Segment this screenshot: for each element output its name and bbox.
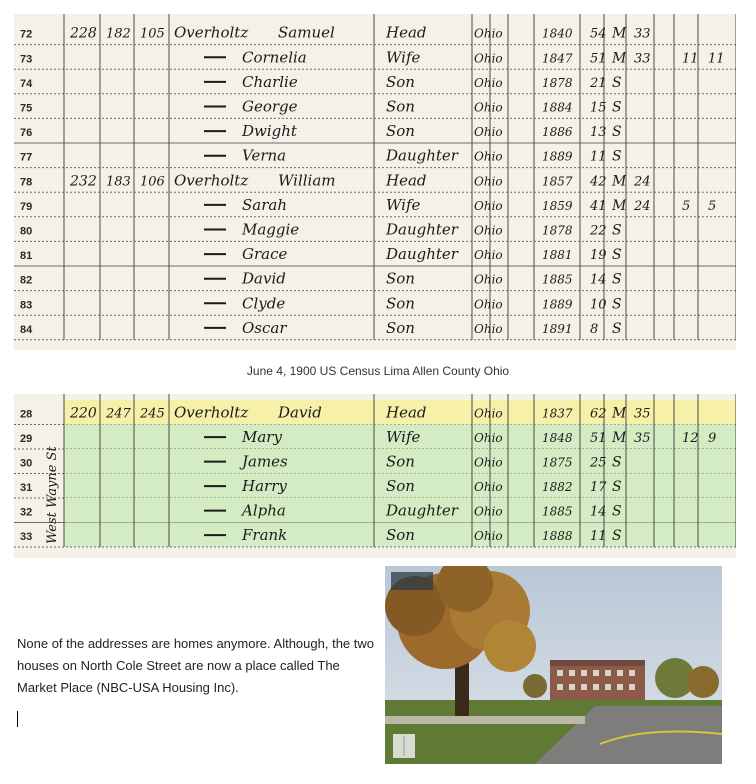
age: 10: [590, 297, 607, 313]
marital-status: S: [612, 148, 622, 165]
marital-status: M: [612, 25, 627, 42]
birthplace: Ohio: [474, 455, 503, 470]
birthplace: Ohio: [474, 480, 503, 495]
surname: Overholtz: [174, 23, 249, 42]
surname: Overholtz: [174, 403, 249, 422]
line-number: 73: [20, 53, 33, 66]
birth-year: 1882: [542, 480, 573, 495]
birthplace: Ohio: [474, 504, 503, 519]
relation: Son: [386, 526, 415, 545]
marital-status: M: [612, 430, 627, 447]
apartment-building: [550, 664, 645, 700]
birth-year: 1886: [542, 125, 573, 140]
given-name: George: [242, 97, 298, 116]
line-number: 33: [20, 531, 33, 544]
marital-status: M: [612, 197, 627, 214]
line-number: 72: [20, 28, 33, 41]
marital-status: S: [612, 247, 622, 264]
relation: Head: [386, 403, 427, 422]
marital-status: S: [612, 320, 622, 337]
marital-status: M: [612, 405, 627, 422]
marital-status: S: [612, 222, 622, 239]
age: 21: [590, 75, 607, 91]
house-number: 105: [140, 26, 165, 42]
birthplace: Ohio: [474, 321, 503, 336]
years-married: 35: [634, 431, 651, 447]
dwelling-number: 220: [70, 405, 97, 422]
age: 8: [590, 321, 599, 337]
given-name: Grace: [242, 245, 288, 264]
surname: Overholtz: [174, 171, 249, 190]
line-number: 30: [20, 457, 33, 470]
given-name: Verna: [242, 146, 287, 165]
birth-year: 1881: [542, 248, 573, 263]
line-number: 81: [20, 250, 33, 263]
birthplace: Ohio: [474, 100, 503, 115]
years-married: 33: [634, 26, 651, 42]
age: 41: [590, 198, 607, 214]
given-name: David: [278, 403, 322, 422]
birth-year: 1885: [542, 272, 573, 287]
children-born: 5: [682, 198, 691, 214]
children-born: 11: [682, 51, 699, 67]
years-married: 35: [634, 406, 651, 422]
dwelling-number: 232: [70, 173, 97, 190]
given-name: James: [242, 452, 288, 471]
birthplace: Ohio: [474, 75, 503, 90]
children-living: 9: [708, 431, 717, 447]
birth-year: 1859: [542, 198, 573, 213]
given-name: Mary: [242, 428, 282, 447]
note-paragraph: None of the addresses are homes anymore. Although, the two houses on North Cole Street are now a place called The Market Place (NBC-USA Housing Inc).: [17, 636, 374, 695]
age: 51: [590, 51, 607, 67]
birth-year: 1885: [542, 504, 573, 519]
years-married: 24: [634, 174, 651, 190]
given-name: Dwight: [242, 122, 297, 141]
marital-status: S: [612, 528, 622, 545]
streetview-info-box[interactable]: [391, 572, 433, 590]
birth-year: 1847: [542, 51, 573, 66]
relation: Daughter: [386, 220, 458, 239]
line-number: 84: [20, 323, 33, 336]
birthplace: Ohio: [474, 431, 503, 446]
age: 17: [590, 480, 607, 496]
birthplace: Ohio: [474, 26, 503, 41]
relation: Head: [386, 171, 427, 190]
age: 14: [590, 272, 607, 288]
given-name: William: [278, 171, 336, 190]
birth-year: 1891: [542, 321, 573, 336]
given-name: Charlie: [242, 72, 298, 91]
birthplace: Ohio: [474, 174, 503, 189]
census-scan-top: [14, 14, 736, 350]
relation: Daughter: [386, 146, 458, 165]
age: 11: [590, 529, 607, 545]
children-living: 5: [708, 198, 717, 214]
relation: Wife: [386, 428, 421, 447]
birth-year: 1888: [542, 529, 573, 544]
given-name: Oscar: [242, 318, 287, 337]
relation: Daughter: [386, 245, 458, 264]
line-number: 80: [20, 225, 33, 238]
family-number: 183: [106, 174, 131, 190]
family-number: 247: [106, 406, 131, 422]
birth-year: 1884: [542, 100, 573, 115]
birth-year: 1878: [542, 75, 573, 90]
birthplace: Ohio: [474, 51, 503, 66]
age: 25: [590, 455, 607, 471]
census-sheet-second: [14, 394, 736, 558]
birth-year: 1837: [542, 406, 573, 421]
relation: Son: [386, 72, 415, 91]
birth-year: 1878: [542, 223, 573, 238]
age: 19: [590, 248, 607, 264]
age: 54: [590, 26, 607, 42]
birth-year: 1875: [542, 455, 573, 470]
birth-year: 1840: [542, 26, 573, 41]
birthplace: Ohio: [474, 529, 503, 544]
relation: Daughter: [386, 501, 458, 520]
birthplace: Ohio: [474, 406, 503, 421]
street-label: West Wayne St: [45, 446, 60, 544]
children-living: 11: [708, 51, 725, 67]
line-number: 29: [20, 433, 33, 446]
relation: Son: [386, 318, 415, 337]
line-number: 32: [20, 506, 33, 519]
years-married: 24: [634, 198, 651, 214]
marital-status: S: [612, 124, 622, 141]
birthplace: Ohio: [474, 272, 503, 287]
age: 15: [590, 100, 607, 116]
marital-status: M: [612, 50, 627, 67]
relation: Head: [386, 23, 427, 42]
given-name: Maggie: [242, 220, 300, 239]
age: 62: [590, 406, 607, 422]
age: 51: [590, 431, 607, 447]
line-number: 28: [20, 408, 33, 421]
birthplace: Ohio: [474, 297, 503, 312]
dwelling-number: 228: [70, 25, 97, 42]
relation: Son: [386, 97, 415, 116]
marital-status: S: [612, 271, 622, 288]
birth-year: 1889: [542, 149, 573, 164]
given-name: Samuel: [278, 23, 335, 42]
birthplace: Ohio: [474, 223, 503, 238]
line-number: 79: [20, 200, 33, 213]
census-scan-second: [14, 394, 736, 558]
marital-status: S: [612, 99, 622, 116]
relation: Wife: [386, 195, 421, 214]
marital-status: M: [612, 173, 627, 190]
age: 22: [590, 223, 607, 239]
years-married: 33: [634, 51, 651, 67]
relation: Son: [386, 269, 415, 288]
relation: Wife: [386, 48, 421, 67]
census-caption: June 4, 1900 US Census Lima Allen County Ohio: [246, 364, 510, 378]
given-name: David: [242, 269, 286, 288]
age: 11: [590, 149, 607, 165]
house-number: 106: [140, 174, 165, 190]
birth-year: 1848: [542, 431, 573, 446]
children-born: 12: [682, 431, 699, 447]
marital-status: S: [612, 479, 622, 496]
age: 14: [590, 504, 607, 520]
line-number: 74: [20, 77, 33, 90]
age: 42: [590, 174, 607, 190]
line-number: 75: [20, 102, 33, 115]
marital-status: S: [612, 74, 622, 91]
birthplace: Ohio: [474, 149, 503, 164]
age: 13: [590, 125, 607, 141]
given-name: Harry: [242, 477, 287, 496]
birth-year: 1857: [542, 174, 573, 189]
relation: Son: [386, 452, 415, 471]
marital-status: S: [612, 503, 622, 520]
street-view-photo: [385, 566, 722, 764]
line-number: 31: [20, 482, 33, 495]
line-number: 82: [20, 274, 33, 287]
relation: Son: [386, 294, 415, 313]
census-sheet-top: [14, 14, 736, 350]
marital-status: S: [612, 454, 622, 471]
given-name: Frank: [242, 526, 288, 545]
birthplace: Ohio: [474, 248, 503, 263]
relation: Son: [386, 477, 415, 496]
birthplace: Ohio: [474, 198, 503, 213]
marital-status: S: [612, 296, 622, 313]
given-name: Cornelia: [242, 48, 307, 67]
relation: Son: [386, 122, 415, 141]
given-name: Alpha: [242, 501, 286, 520]
line-number: 76: [20, 127, 33, 140]
given-name: Clyde: [242, 294, 286, 313]
birthplace: Ohio: [474, 125, 503, 140]
birth-year: 1889: [542, 297, 573, 312]
line-number: 78: [20, 176, 33, 189]
given-name: Sarah: [242, 195, 287, 214]
text-cursor: [17, 711, 18, 727]
family-number: 182: [106, 26, 131, 42]
line-number: 77: [20, 151, 33, 164]
house-number: 245: [140, 406, 165, 422]
line-number: 83: [20, 299, 33, 312]
